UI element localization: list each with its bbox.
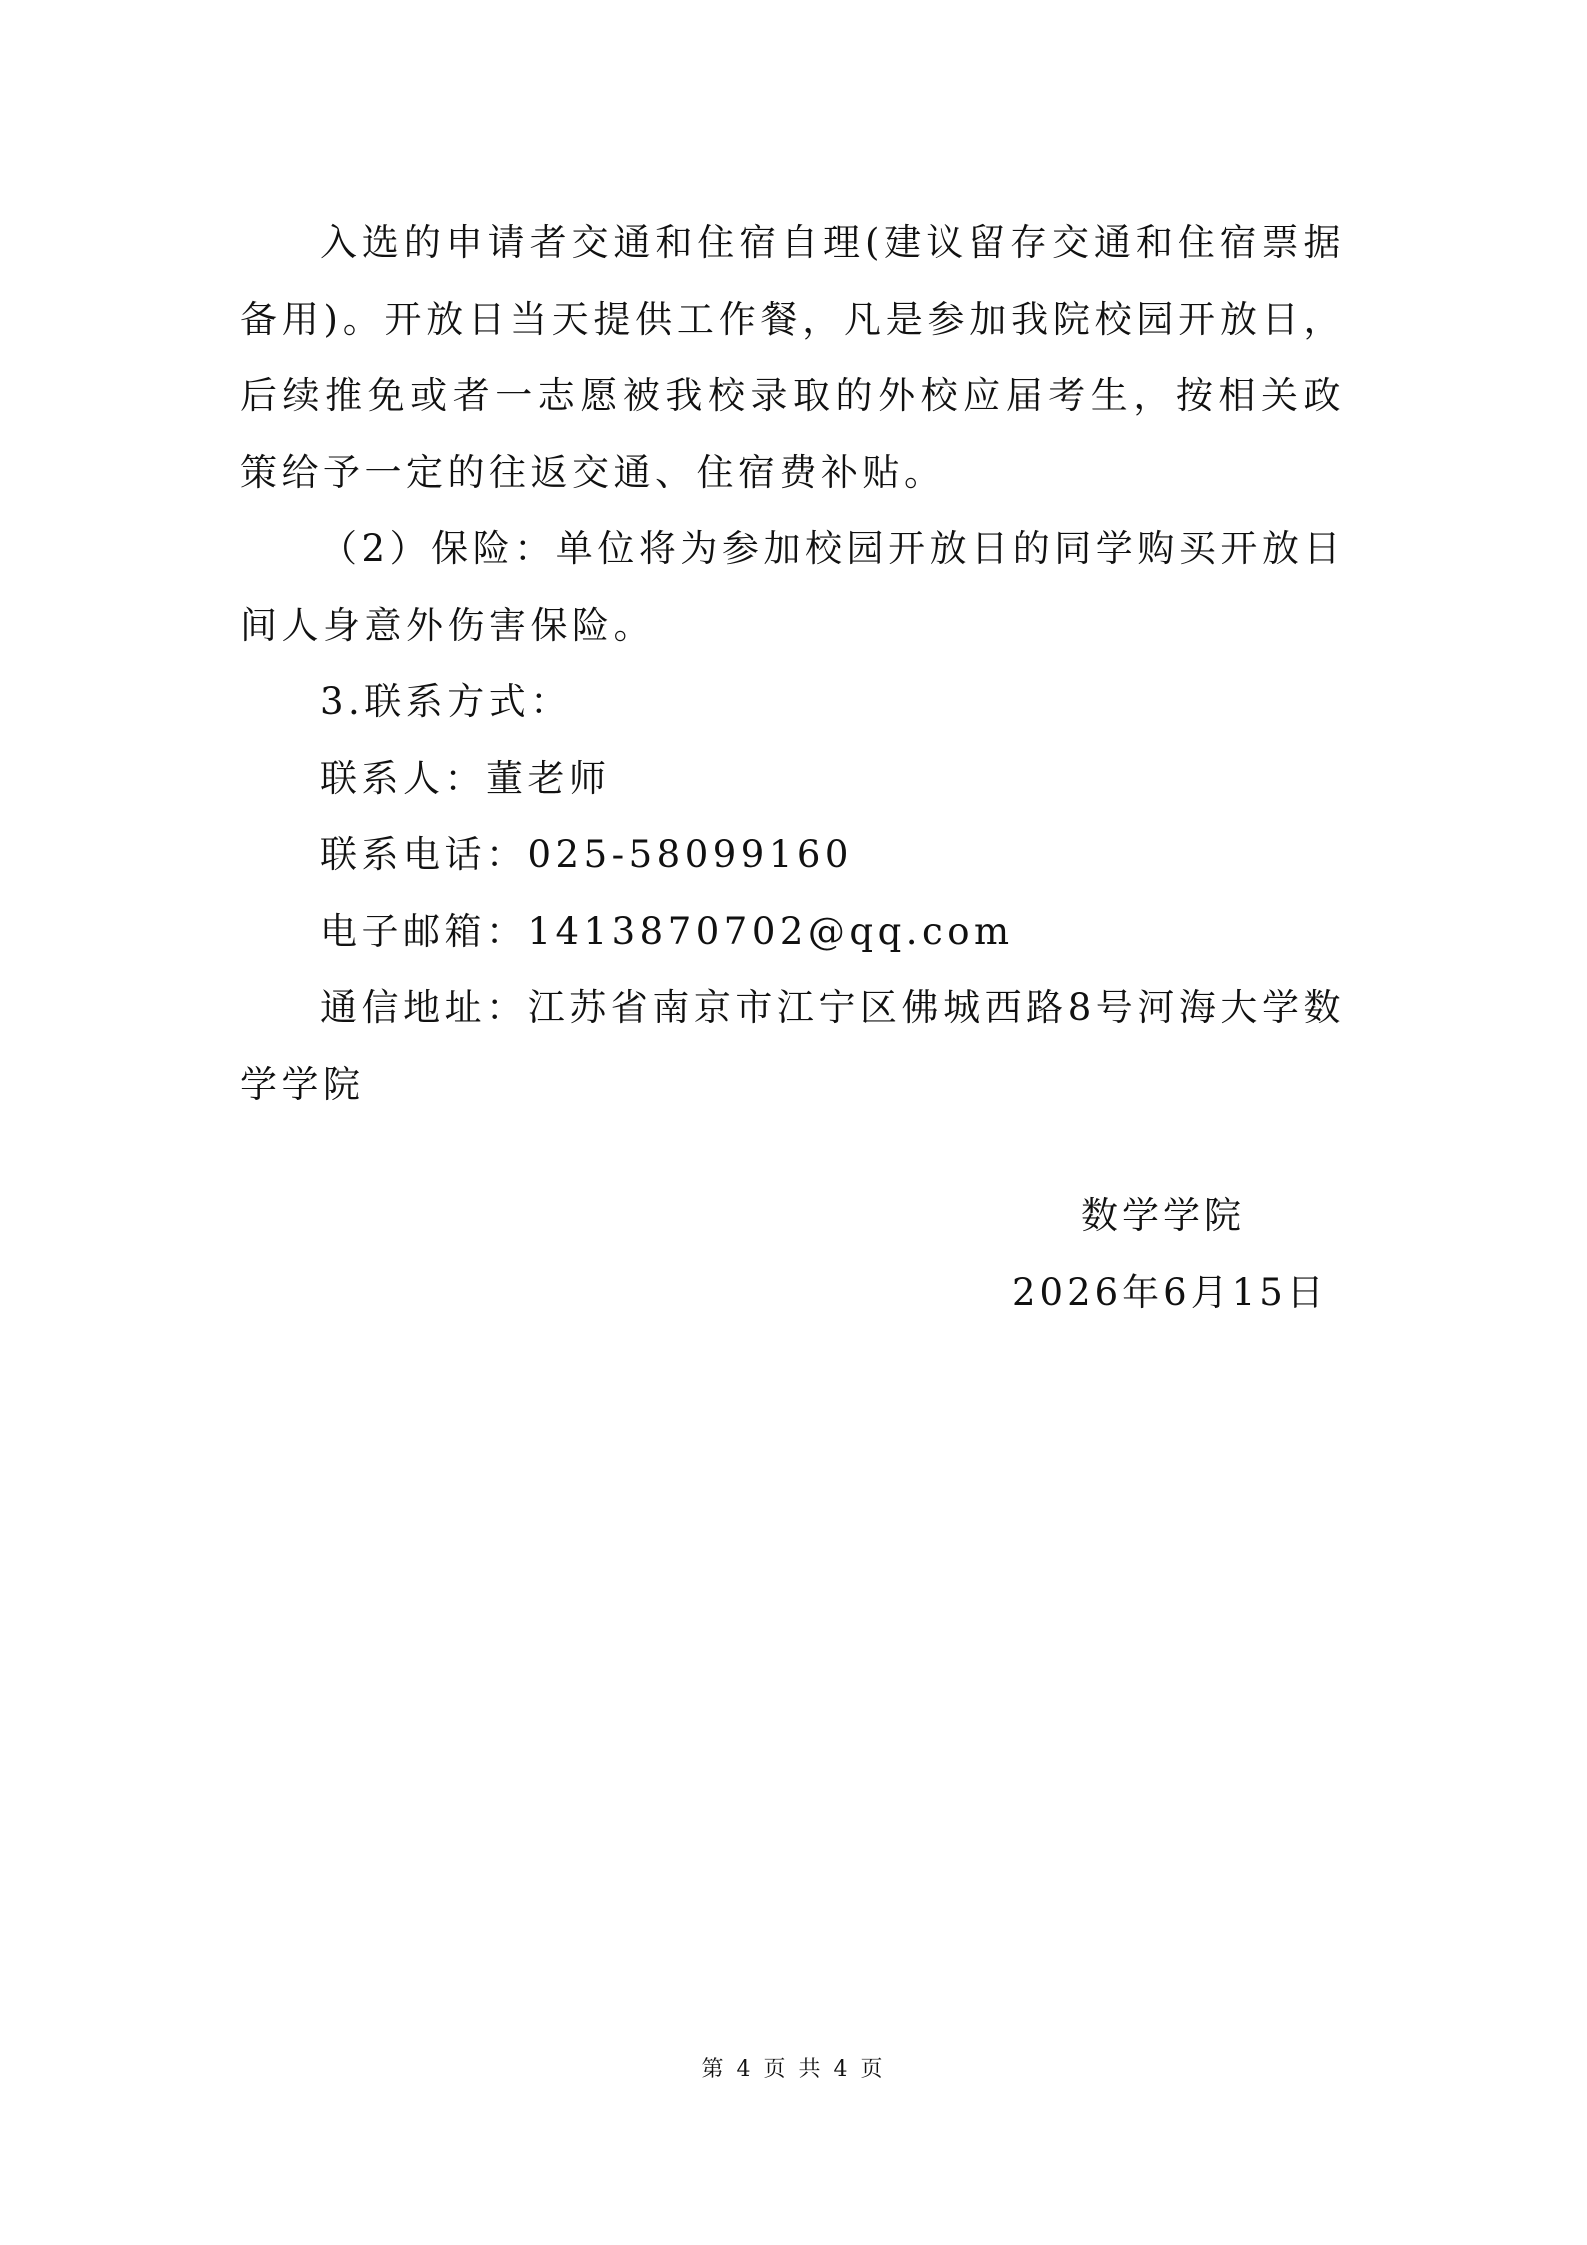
paragraph-contact-email: 电子邮箱：1413870702@qq.com [320, 909, 1014, 953]
paragraph-insurance: （2）保险：单位将为参加校园开放日的同学购买开放日间人身意外伤害保险。 [240, 527, 1345, 647]
paragraph-contact-heading: 3.联系方式： [320, 680, 572, 723]
document-body [240, 205, 1345, 1123]
paragraph-contact-address: 通信地址：江苏省南京市江宁区佛城西路8号河海大学数学学院 [240, 986, 1345, 1106]
page-number-footer: 第 4 页 共 4 页 [701, 2057, 886, 2082]
signature-date: 2026年6月15日 [1012, 1271, 1328, 1314]
paragraph-contact-phone: 联系电话：025-58099160 [320, 833, 853, 876]
paragraph-contact-person: 联系人：董老师 [320, 756, 611, 800]
signature-organization: 数学学院 [1081, 1194, 1245, 1237]
paragraph-subsidy: 入选的申请者交通和住宿自理(建议留存交通和住宿票据备用)。开放日当天提供工作餐，凡是参加我院校园开放日，后续推免或者一志愿被我校录取的外校应届考生，按相关政策给予一定的往返交通、住宿费补贴。 [240, 221, 1345, 494]
